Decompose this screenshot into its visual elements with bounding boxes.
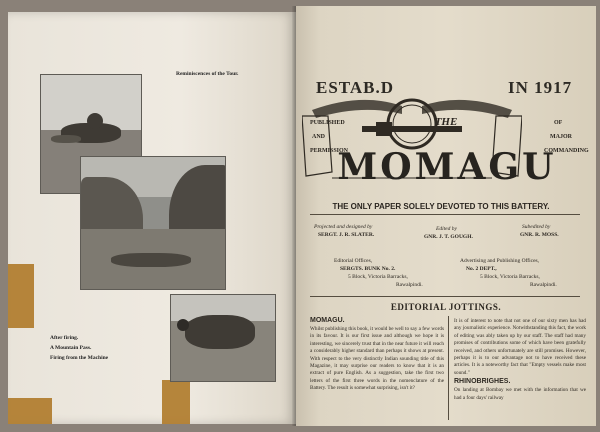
tape-left-lower — [8, 398, 52, 424]
estab-year: IN 1917 — [508, 78, 573, 97]
tape-left-upper — [8, 264, 34, 328]
column-left — [310, 316, 444, 424]
credit-3-role: Subedited by — [522, 224, 551, 230]
credit-2-name: GNR. J. T. GOUGH. — [424, 234, 473, 240]
editorial-office-1: Editorial Offices, — [334, 258, 373, 264]
column-left-subheading: MOMAGU. — [310, 317, 345, 324]
column-left-text: Whilst publishing this book, it would be well to say a few words in its favour. It is our first issue and although we hope it is interesting, we sincerely trust that in the near future it will reach a considerably higher standard than perhaps it shows at present. With respect to the very distinctly Indian sounding title of this Magazine, it may surprise our readers to know that it is an extract of pure English. As a suggestion, take the first two letters of the first three words in the nomenclature of the Battery. The result is somewhat surprising, isn't it? — [310, 326, 444, 392]
right-scroll-2: MAJOR — [550, 134, 572, 140]
left-page — [8, 12, 296, 424]
column-right — [454, 318, 586, 424]
advertising-office-1: Advertising and Publishing Offices, — [460, 258, 540, 264]
advertising-office-2: No. 2 DEPT., — [466, 266, 497, 272]
editorial-office-4: Rawalpindi. — [396, 282, 423, 288]
credit-1-name: SERGT. J. R. SLATER. — [318, 232, 375, 238]
right-scroll-1: OF — [554, 120, 563, 126]
left-page-title: Reminiscences of the Tour. — [176, 71, 239, 77]
right-page — [296, 6, 596, 426]
estab-label: ESTAB.D — [316, 78, 395, 97]
rule-top — [310, 214, 580, 215]
left-scroll-2: AND — [312, 134, 325, 140]
editorial-office-2: SERGTS. BUNK No. 2. — [340, 266, 396, 272]
magazine-spread — [8, 6, 596, 426]
right-scroll-3: COMMANDING — [544, 148, 589, 154]
tagline: THE ONLY PAPER SOLELY DEVOTED TO THIS BATTERY. — [332, 202, 550, 211]
advertising-office-4: Rawalpindi. — [530, 282, 557, 288]
credit-2-role: Edited by — [436, 226, 457, 232]
column-right-text-2: On landing at Bombay we met with the information that we had a four days' railway — [454, 387, 586, 401]
tape-bottom-middle — [162, 380, 190, 424]
photo-firing — [170, 294, 276, 382]
rule-middle — [310, 296, 580, 297]
editorial-office-3: 5 Block, Victoria Barracks, — [348, 274, 408, 280]
caption-line-2: A Mountain Pass. — [50, 345, 92, 351]
credit-3-name: GNR. R. MOSS. — [520, 232, 559, 238]
caption-line-1: After firing. — [50, 335, 79, 341]
masthead-title: MOMAGU — [337, 146, 557, 188]
column-divider — [448, 316, 449, 420]
left-scroll-3: PERMISSION — [310, 148, 349, 154]
advertising-office-3: 5 Block, Victoria Barracks, — [480, 274, 540, 280]
masthead-the: THE — [434, 116, 458, 128]
column-right-text: It is of interest to note that not one of our sixty men has had any journalistic experience. Notwithstanding this fact, the work of editing was ably taken up by our staff. The staff had many promises of contributions some of which have been gratefully received, and others unfortunately are still promises. However, perhaps it is to our advantage not to have received these articles. It is a noteworthy fact that "Empty vessels make most sound." — [454, 318, 586, 376]
credit-1-role: Projected and designed by — [314, 224, 373, 230]
photo-mountain-pass — [80, 156, 226, 290]
column-right-subheading: RHINOBRIGHES. — [454, 378, 511, 386]
left-scroll-1: PUBLISHED — [310, 120, 345, 126]
caption-line-3: Firing from the Machine — [50, 355, 109, 361]
section-heading: EDITORIAL JOTTINGS. — [390, 302, 502, 312]
